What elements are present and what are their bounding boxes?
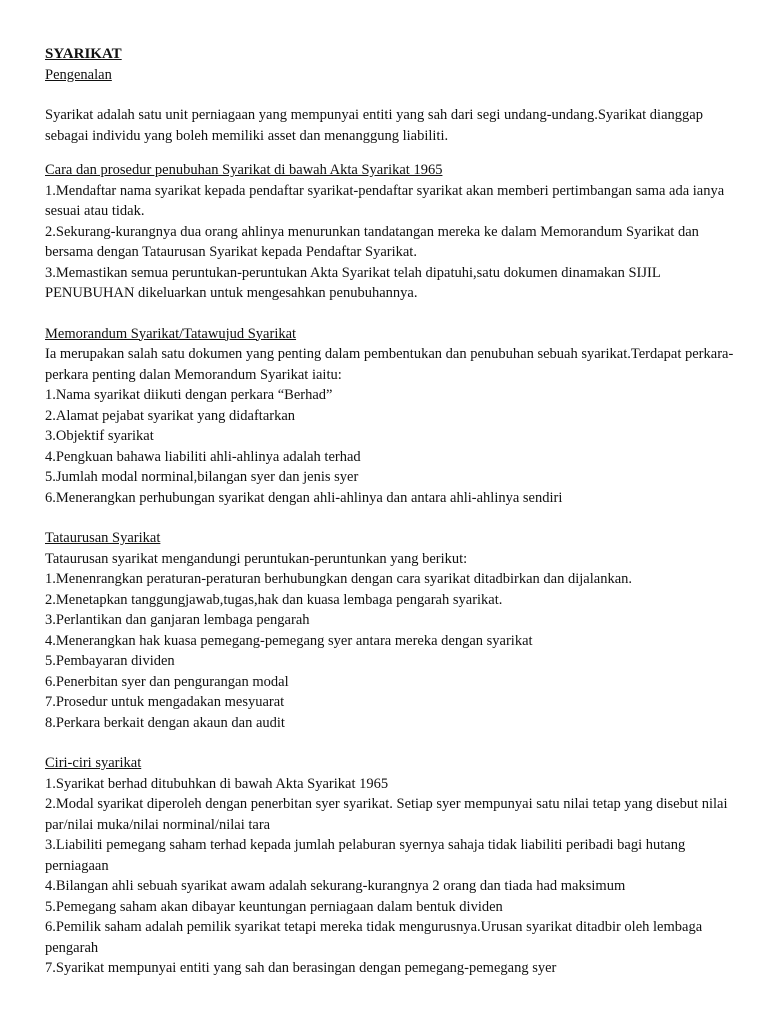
section-list	[45, 385, 738, 508]
section-list	[45, 181, 738, 304]
list-item: 7.Syarikat mempunyai entiti yang sah dan berasingan dengan pemegang-pemegang syer	[45, 960, 557, 976]
list-item: 1.Nama syarikat diikuti dengan perkara “Berhad”	[45, 387, 333, 403]
intro-paragraph: Syarikat adalah satu unit perniagaan yang mempunyai entiti yang sah dari segi undang-undang.Syarikat dianggap sebagai individu yang boleh memiliki asset dan menanggung liabiliti.	[45, 107, 703, 144]
list-item: 5.Pemegang saham akan dibayar keuntungan perniagaan dalam bentuk dividen	[45, 898, 503, 915]
list-item: 3.Objektif syarikat	[45, 428, 154, 444]
list-item: 8.Perkara berkait dengan akaun dan audit	[45, 714, 285, 731]
list-item: 5.Jumlah modal norminal,bilangan syer dan jenis syer	[45, 469, 359, 485]
section-heading: Tataurusan Syarikat	[45, 530, 161, 546]
section-lead: Ia merupakan salah satu dokumen yang penting dalam pembentukan dan penubuhan sebuah syarikat.Terdapat perkara-perkara penting dalan Memorandum Syarikat iaitu:	[45, 346, 734, 383]
section-2	[45, 324, 738, 529]
list-item: 3.Memastikan semua peruntukan-peruntukan Akta Syarikat telah dipatuhi,satu dokumen dinamakan SIJIL PENUBUHAN dikeluarkan untuk mengesahkan penubuhannya.	[45, 264, 661, 301]
list-item: 1.Mendaftar nama syarikat kepada pendaftar syarikat-pendaftar syarikat akan memberi pertimbangan sama ada ianya sesuai atau tidak.	[45, 182, 725, 219]
list-item: 6.Menerangkan perhubungan syarikat dengan ahli-ahlinya dan antara ahli-ahlinya sendiri	[45, 489, 563, 506]
section-heading: Ciri-ciri syarikat	[45, 755, 142, 771]
list-item: 2.Menetapkan tanggungjawab,tugas,hak dan kuasa lembaga pengarah syarikat.	[45, 591, 503, 608]
list-item: 4.Menerangkan hak kuasa pemegang-pemegang syer antara mereka dengan syarikat	[45, 632, 533, 649]
list-item: 2.Sekurang-kurangnya dua orang ahlinya menurunkan tandatangan mereka ke dalam Memorandum Syarikat dan bersama dengan Tataurusan Syarikat kepada Pendaftar Syarikat.	[45, 223, 699, 260]
section-heading: Memorandum Syarikat/Tatawujud Syarikat	[45, 325, 297, 342]
list-item: 4.Bilangan ahli sebuah syarikat awam adalah sekurang-kurangnya 2 orang dan tiada had maksimum	[45, 878, 626, 894]
list-item: 1.Menenrangkan peraturan-peraturan berhubungkan dengan cara syarikat ditadbirkan dan dijalankan.	[45, 571, 633, 587]
list-item: 5.Pembayaran dividen	[45, 653, 175, 669]
sections-container	[45, 160, 738, 979]
list-item: 1.Syarikat berhad ditubuhkan di bawah Akta Syarikat 1965	[45, 775, 389, 792]
list-item: 7.Prosedur untuk mengadakan mesyuarat	[45, 694, 285, 710]
list-item: 3.Liabiliti pemegang saham terhad kepada jumlah pelaburan syernya sahaja tidak liabiliti peribadi bagi hutang perniagaan	[45, 837, 686, 874]
list-item: 2.Alamat pejabat syarikat yang didaftarkan	[45, 407, 296, 424]
document-subtitle: Pengenalan	[45, 66, 112, 83]
section-1	[45, 160, 738, 324]
section-list	[45, 569, 738, 733]
list-item: 6.Pemilik saham adalah pemilik syarikat tetapi mereka tidak mengurusnya.Urusan syarikat ditadbir oleh lembaga pengarah	[45, 919, 703, 956]
section-4	[45, 753, 738, 979]
list-item: 6.Penerbitan syer dan pengurangan modal	[45, 673, 289, 690]
section-list	[45, 774, 738, 979]
section-3	[45, 528, 738, 753]
list-item: 2.Modal syarikat diperoleh dengan penerbitan syer syarikat. Setiap syer mempunyai satu nilai tetap yang disebut nilai par/nilai muka/nilai norminal/nilai tara	[45, 796, 728, 833]
section-lead: Tataurusan syarikat mengandungi peruntukan-peruntunkan yang berikut:	[45, 550, 468, 567]
list-item: 4.Pengkuan bahawa liabiliti ahli-ahlinya adalah terhad	[45, 448, 361, 465]
list-item: 3.Perlantikan dan ganjaran lembaga pengarah	[45, 612, 310, 628]
section-heading: Cara dan prosedur penubuhan Syarikat di bawah Akta Syarikat 1965	[45, 162, 443, 178]
document-title: SYARIKAT	[45, 46, 122, 62]
